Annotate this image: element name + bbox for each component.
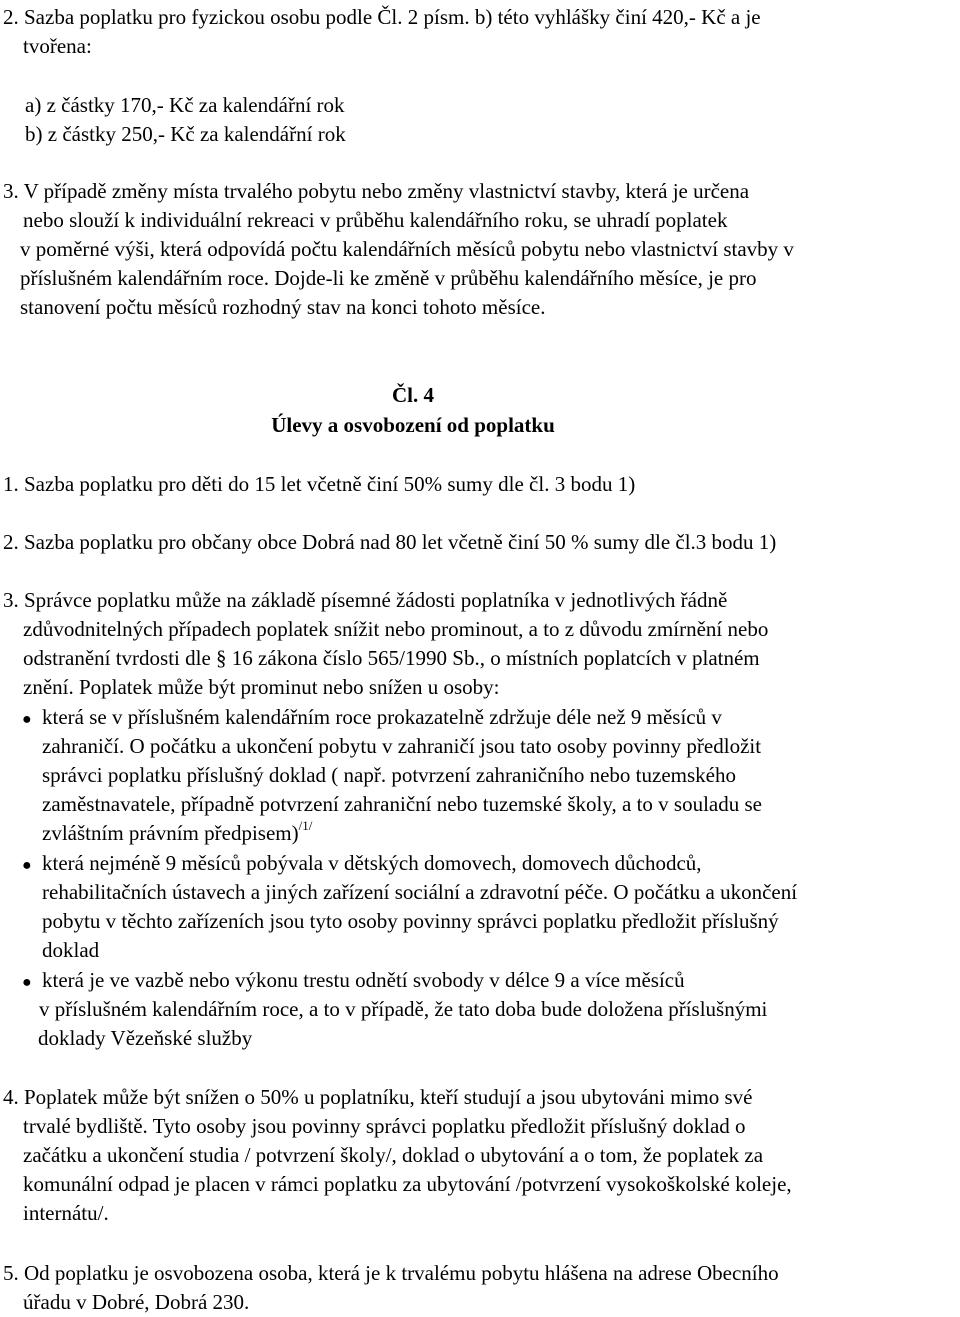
bullet-1 — [22, 703, 960, 848]
item-3-line-1: 3. Správce poplatku může na základě písemné žádosti poplatníka v jednotlivých řádně — [3, 588, 728, 612]
item-4-line-3: začátku a ukončení studia / potvrzení školy/, doklad o ubytování a o tom, že poplatek za — [23, 1143, 764, 1167]
paragraph-3-line-3: v poměrné výši, která odpovídá počtu kalendářních měsíců pobytu nebo vlastnictví stavby v — [20, 237, 794, 261]
item-5-line-2: úřadu v Dobré, Dobrá 230. — [23, 1290, 250, 1314]
bullet-3-line-3: doklady Vězeňské služby — [38, 1026, 253, 1050]
bullet-icon: ● — [22, 711, 32, 728]
bullet-1-line-1 — [22, 703, 960, 732]
item-5-line-1: 5. Od poplatku je osvobozena osoba, která je k trvalému pobytu hlášena na adrese Obecního — [3, 1261, 779, 1285]
bullet-2 — [22, 849, 960, 965]
item-2 — [3, 528, 953, 557]
item-4-line-2: trvalé bydliště. Tyto osoby jsou povinny správci poplatku předložit příslušný doklad o — [23, 1114, 746, 1138]
item-4-line-5: internátu/. — [23, 1201, 109, 1225]
bullet-1-line-2: zahraničí. O počátku a ukončení pobytu v zahraničí jsou tato osoby povinny předložit — [42, 734, 762, 758]
bullet-1-line-4: zaměstnavatele, případně potvrzení zahraniční nebo tuzemské školy, a to v souladu se — [42, 792, 762, 816]
bullet-1-line-3: správci poplatku příslušný doklad ( např. potvrzení zahraničního nebo tuzemského — [42, 763, 736, 787]
item-3-line-4: znění. Poplatek může být prominut nebo snížen u osoby: — [23, 675, 500, 699]
item-4-line-4: komunální odpad je placen v rámci poplatku za ubytování /potvrzení vysokoškolské koleje, — [23, 1172, 792, 1196]
item-3-line-2: zdůvodnitelných případech poplatek snížit nebo prominout, a to z důvodu zmírnění nebo — [23, 617, 769, 641]
subitem-b: b) z částky 250,- Kč za kalendářní rok — [25, 122, 346, 146]
paragraph-3-line-5: stanovení počtu měsíců rozhodný stav na konci tohoto měsíce. — [20, 295, 546, 319]
bullet-icon: ● — [22, 857, 32, 874]
subitem-a: a) z částky 170,- Kč za kalendářní rok — [25, 93, 345, 117]
bullet-1-text-5: zvláštním právním předpisem) — [42, 821, 299, 845]
article-number: Čl. 4 — [392, 383, 434, 407]
item-5 — [3, 1259, 953, 1317]
item-2-text: 2. Sazba poplatku pro občany obce Dobrá nad 80 let včetně činí 50 % sumy dle čl.3 bodu 1) — [3, 530, 777, 554]
bullet-3 — [22, 966, 960, 1053]
bullet-2-line-2: rehabilitačních ústavech a jiných zařízení sociální a zdravotní péče. O počátku a ukončení — [42, 880, 798, 904]
item-4-line-1: 4. Poplatek může být snížen o 50% u poplatníku, kteří studují a jsou ubytováni mimo své — [3, 1085, 753, 1109]
bullet-1-text-1: která se v příslušném kalendářním roce prokazatelně zdržuje déle než 9 měsíců v — [42, 705, 722, 729]
item-3 — [3, 586, 953, 702]
paragraph-2-line-2: tvořena: — [23, 34, 92, 58]
bullet-1-line-5 — [22, 819, 960, 848]
item-1 — [3, 470, 953, 499]
item-1-text: 1. Sazba poplatku pro děti do 15 let včetně činí 50% sumy dle čl. 3 bodu 1) — [3, 472, 636, 496]
bullet-3-line-1 — [22, 966, 960, 995]
paragraph-3-line-1: 3. V případě změny místa trvalého pobytu nebo změny vlastnictví stavby, která je určena — [3, 179, 750, 203]
paragraph-2 — [3, 3, 953, 61]
bullet-2-line-4: doklad — [42, 938, 100, 962]
article-title: Úlevy a osvobození od poplatku — [271, 413, 555, 437]
bullet-3-line-2: v příslušném kalendářním roce, a to v případě, že tato doba bude doložena příslušnými — [39, 997, 768, 1021]
item-3-line-3: odstranění tvrdosti dle § 16 zákona číslo 565/1990 Sb., o místních poplatcích v platném — [23, 646, 760, 670]
paragraph-3 — [3, 177, 953, 322]
bullet-icon: ● — [22, 974, 32, 991]
bullet-2-line-1 — [22, 849, 960, 878]
paragraph-2-subitems — [25, 91, 960, 149]
bullet-2-line-3: pobytu v těchto zařízeních jsou tyto osoby povinny správci poplatku předložit příslušný — [42, 909, 779, 933]
paragraph-3-line-2: nebo slouží k individuální rekreaci v průběhu kalendářního roku, se uhradí poplatek — [23, 208, 728, 232]
bullet-3-text-1: která je ve vazbě nebo výkonu trestu odnětí svobody v délce 9 a více měsíců — [42, 968, 685, 992]
paragraph-3-line-4: příslušném kalendářním roce. Dojde-li ke změně v průběhu kalendářního měsíce, je pro — [20, 266, 757, 290]
footnote-reference: /1/ — [298, 818, 313, 833]
bullet-2-text-1: která nejméně 9 měsíců pobývala v dětských domovech, domovech důchodců, — [42, 851, 702, 875]
paragraph-2-line-1: 2. Sazba poplatku pro fyzickou osobu podle Čl. 2 písm. b) této vyhlášky činí 420,- Kč a je — [3, 5, 761, 29]
item-4 — [3, 1083, 953, 1228]
